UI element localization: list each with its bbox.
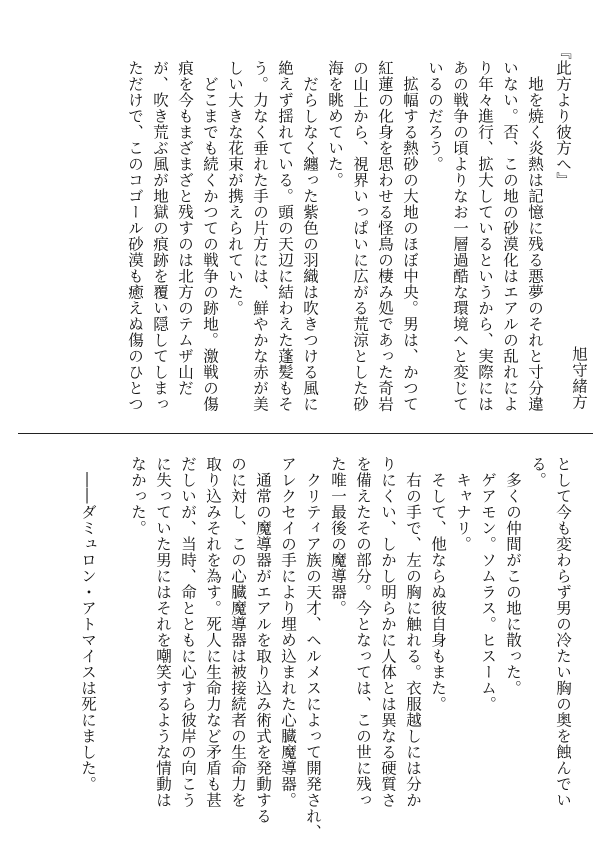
text-line: り年々進行、拡大しているというから、実際には	[476, 60, 494, 412]
text-line: 多くの仲間がこの地に散った。	[504, 456, 522, 696]
text-line: あの戦争の頃よりなお一層過酷な環境へと変じて	[451, 60, 469, 412]
section-divider	[18, 433, 593, 434]
text-line: アレクセイの手により埋め込まれた心臓魔導器。	[279, 456, 297, 808]
text-line: を備えたその部分。今となっては、この世に残っ	[354, 456, 372, 808]
text-line: 拡幅する熱砂の大地のほぼ中央。男は、かつて	[401, 60, 419, 412]
text-line: のに対し、この心臓魔導器は被接続者の生命力を	[229, 456, 247, 808]
text-line: 地を焼く炎熱は記憶に残る悪夢のそれと寸分違	[526, 60, 544, 412]
text-line: いるのだろう。	[426, 60, 444, 172]
text-line: う。力なく垂れた手の片方には、鮮やかな赤が美	[251, 60, 269, 412]
text-line: た唯一最後の魔導器。	[329, 456, 347, 616]
text-line: 右の手で、左の胸に触れる。衣服越しには分か	[404, 456, 422, 808]
text-line: いない。否、この地の砂漠化はエアルの乱れによ	[501, 60, 519, 412]
text-line: どこまでも続くかつての戦争の跡地。激戦の傷	[201, 60, 219, 412]
story-title: 『此方より彼方へ』	[554, 44, 572, 188]
text-line: る。	[529, 456, 547, 488]
text-line: 絶えず揺れている。頭の天辺に結わえた蓬髪もそ	[276, 60, 294, 412]
upper-text-block	[122, 60, 547, 440]
text-line: キャナリ。	[454, 456, 472, 552]
text-line: クリティア族の天才、ヘルメスによって開発され、	[304, 456, 322, 840]
text-line: ゲアモン。ソムラス。ヒスーム。	[479, 456, 497, 712]
lower-text-block	[75, 456, 575, 840]
text-line: なかった。	[129, 456, 147, 536]
text-line: の山上から、視界いっぱいに広がる荒涼とした砂	[351, 60, 369, 412]
author-name: 旭守緒方	[570, 346, 588, 410]
text-line: 通常の魔導器がエアルを取り込み術式を発動する	[254, 456, 272, 824]
text-line: 紅蓮の化身を思わせる怪鳥の棲み処であった奇岩	[376, 60, 394, 412]
text-line: 取り込みそれを為す。死人に生命力など矛盾も甚	[204, 456, 222, 808]
text-line: だしいが、当時、命とともに心すら彼岸の向こう	[179, 456, 197, 808]
text-line: そして、他ならぬ彼自身もまた。	[429, 456, 447, 712]
text-line: 海を眺めていた。	[326, 60, 344, 188]
text-line: しい大きな花束が携えられていた。	[226, 60, 244, 316]
text-line: が、吹き荒ぶ風が地獄の痕跡を覆い隠してしまっ	[151, 60, 169, 412]
text-line	[100, 456, 125, 836]
text-line: ただけで、このコゴール砂漠も癒えぬ傷のひとつ	[126, 60, 144, 412]
text-line: に失っていた男にはそれを嘲笑するような情動は	[154, 456, 172, 808]
text-line: として今も変わらず男の冷たい胸の奥を蝕んでい	[554, 456, 572, 808]
text-line: だらしなく纏った紫色の羽織は吹きつける風に	[301, 60, 319, 412]
text-line: 痕を今もまざまざと残すのは北方のテムザ山だ	[176, 60, 194, 396]
text-line: りにくい、しかし明らかに人体とは異なる硬質さ	[379, 456, 397, 808]
text-line: ――ダミュロン・アトマイスは死にました。	[79, 456, 97, 792]
